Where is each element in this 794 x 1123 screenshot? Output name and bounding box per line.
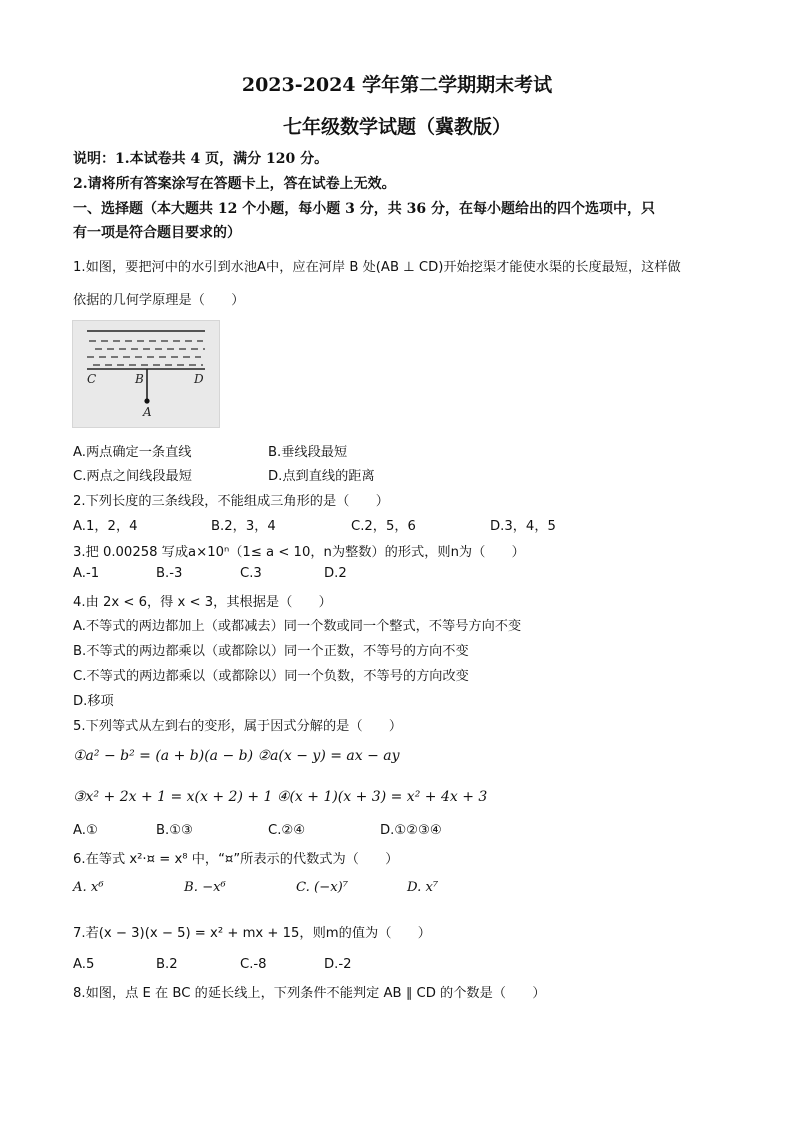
q3-option-a[interactable]: A.-1: [73, 566, 100, 581]
q6-stem: 6.在等式 x²·¤ = x⁸ 中，“¤”所表示的代数式为（ ）: [73, 852, 399, 867]
q5-option-a[interactable]: A.①: [73, 823, 98, 838]
section-heading-line2: 有一项是符合题目要求的）: [73, 225, 241, 241]
q1-river-figure: [72, 320, 220, 428]
q2-option-b[interactable]: B.2，3，4: [211, 519, 276, 534]
q8-stem: 8.如图，点 E 在 BC 的延长线上，下列条件不能判定 AB ∥ CD 的个数是（ ）: [73, 986, 546, 1001]
q7-option-b[interactable]: B.2: [156, 957, 178, 972]
q1-option-c[interactable]: C.两点之间线段最短: [73, 469, 192, 484]
note-1: 说明：1.本试卷共 4 页，满分 120 分。: [73, 151, 329, 167]
label-b: B: [135, 372, 144, 386]
q7-stem: 7.若(x − 3)(x − 5) = x² + mx + 15，则m的值为（ ）: [73, 926, 431, 941]
river-diagram: [73, 321, 219, 427]
q3-option-d[interactable]: D.2: [324, 566, 347, 581]
q5-stem: 5.下列等式从左到右的变形，属于因式分解的是（ ）: [73, 719, 403, 734]
q5-items-line1: ①a² − b² = (a + b)(a − b) ②a(x − y) = ax − ay: [73, 748, 400, 764]
q4-stem: 4.由 2x < 6，得 x < 3，其根据是（ ）: [73, 595, 332, 610]
q5-items-line2: ③x² + 2x + 1 = x(x + 2) + 1 ④(x + 1)(x + 3) = x² + 4x + 3: [73, 789, 488, 805]
q7-option-a[interactable]: A.5: [73, 957, 95, 972]
q6-option-d[interactable]: D. x⁷: [407, 880, 439, 895]
q4-option-c[interactable]: C.不等式的两边都乘以（或都除以）同一个负数，不等号的方向改变: [73, 669, 469, 684]
q5-option-b[interactable]: B.①③: [156, 823, 193, 838]
q6-option-b[interactable]: B. −x⁶: [184, 880, 226, 895]
exam-subtitle: 七年级数学试题（冀教版）: [282, 116, 511, 138]
water-dashes: [87, 341, 205, 365]
q7-option-c[interactable]: C.-8: [240, 957, 267, 972]
label-d: D: [194, 372, 204, 386]
section-heading-line1: 一、选择题（本大题共 12 个小题，每小题 3 分，共 36 分，在每小题给出的四个选项中，只: [73, 201, 655, 217]
q1-option-d[interactable]: D.点到直线的距离: [268, 469, 375, 484]
q6-option-c[interactable]: C. (−x)⁷: [296, 880, 349, 895]
q6-option-a[interactable]: A. x⁶: [73, 880, 104, 895]
q3-stem: 3.把 0.00258 写成a×10ⁿ（1≤ a < 10，n为整数）的形式，则n为（ ）: [73, 545, 525, 560]
q7-option-d[interactable]: D.-2: [324, 957, 352, 972]
q5-option-d[interactable]: D.①②③④: [380, 823, 442, 838]
q4-option-a[interactable]: A.不等式的两边都加上（或都减去）同一个数或同一个整式，不等号方向不变: [73, 619, 522, 634]
q2-stem: 2.下列长度的三条线段，不能组成三角形的是（ ）: [73, 494, 389, 509]
q4-option-b[interactable]: B.不等式的两边都乘以（或都除以）同一个正数，不等号的方向不变: [73, 644, 469, 659]
q1-stem-line2: 依据的几何学原理是（ ）: [73, 293, 245, 308]
q1-option-b[interactable]: B.垂线段最短: [268, 445, 348, 460]
q3-option-b[interactable]: B.-3: [156, 566, 183, 581]
note-2: 2.请将所有答案涂写在答题卡上，答在试卷上无效。: [73, 176, 396, 192]
q2-option-a[interactable]: A.1，2，4: [73, 519, 138, 534]
q1-option-a[interactable]: A.两点确定一条直线: [73, 445, 192, 460]
q2-option-d[interactable]: D.3，4，5: [490, 519, 556, 534]
q1-stem-line1: 1.如图，要把河中的水引到水池A中，应在河岸 B 处(AB ⊥ CD)开始挖渠才能使水渠的长度最短，这样做: [73, 260, 681, 275]
exam-title: 2023-2024 学年第二学期期末考试: [241, 74, 553, 96]
q3-option-c[interactable]: C.3: [240, 566, 262, 581]
q2-option-c[interactable]: C.2，5，6: [351, 519, 416, 534]
label-c: C: [87, 372, 97, 386]
point-a: [144, 398, 149, 403]
label-a: A: [143, 405, 152, 419]
q5-option-c[interactable]: C.②④: [268, 823, 306, 838]
q4-option-d[interactable]: D.移项: [73, 694, 114, 709]
